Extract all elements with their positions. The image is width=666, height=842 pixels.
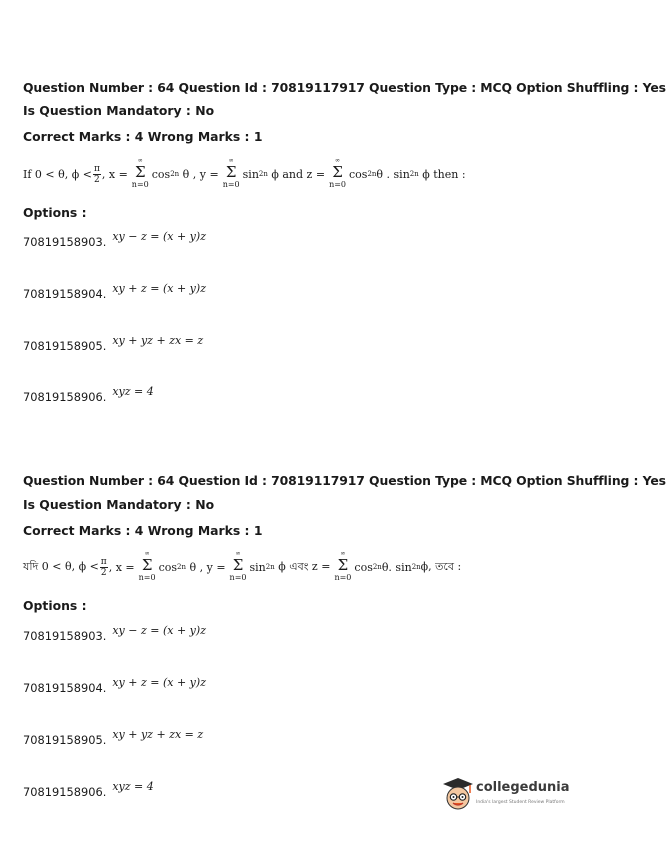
option-1-a[interactable] <box>23 230 206 249</box>
question-meta: Question Number : 64 Question Id : 70819117917 Question Type : MCQ Option Shuffling : Yes <box>23 473 666 488</box>
option-equation: xy + z = (x + y)z <box>112 282 206 295</box>
question-header-1 <box>23 80 666 96</box>
summation-y: ∞ Σ n=0 <box>229 550 247 582</box>
mandatory-line-2: Is Question Mandatory : No <box>23 497 215 512</box>
question-text-1: If 0 < θ, ϕ < $\frac{\pi}{2}$ , x = ∞ Σ n=0 cos 2n θ , y = ∞ Σ n=0 sin 2n ϕ and z = ∞ Σ n=0 cos 2n θ . sin 2n ϕ then : <box>23 157 466 189</box>
mascot-icon <box>442 776 474 814</box>
option-equation: xyz = 4 <box>112 385 154 398</box>
summation-z: ∞ Σ n=0 <box>329 157 347 189</box>
option-id: 70819158905. <box>23 733 107 747</box>
option-2-d[interactable] <box>23 780 154 799</box>
option-id: 70819158903. <box>23 235 107 249</box>
option-2-b[interactable] <box>23 676 206 695</box>
option-id: 70819158904. <box>23 681 107 695</box>
option-2-a[interactable] <box>23 624 206 643</box>
mandatory-line-1: Is Question Mandatory : No <box>23 103 215 118</box>
summation-x: ∞ Σ n=0 <box>131 157 149 189</box>
options-label-2: Options : <box>23 598 87 613</box>
option-equation: xy + z = (x + y)z <box>112 676 206 689</box>
question-text-2: যদি 0 < θ, ϕ < $\frac{\pi}{2}$ , x = ∞ Σ n=0 cos 2n θ , y = ∞ Σ n=0 sin 2n ϕ এবং z = ∞ Σ n=0 cos 2n θ. sin 2n ϕ, তবে : <box>23 550 462 582</box>
question-meta: Question Number : 64 Question Id : 70819117917 Question Type : MCQ Option Shuffling : Yes <box>23 80 666 95</box>
option-equation: xy − z = (x + y)z <box>112 230 206 243</box>
fraction-pi-over-2: $\frac{\pi}{2}$ <box>93 163 100 185</box>
option-2-c[interactable] <box>23 728 203 747</box>
option-id: 70819158906. <box>23 390 107 404</box>
marks-line-1: Correct Marks : 4 Wrong Marks : 1 <box>23 129 263 144</box>
summation-x: ∞ Σ n=0 <box>138 550 156 582</box>
summation-z: ∞ Σ n=0 <box>334 550 352 582</box>
brand-name: collegedunia <box>476 780 570 795</box>
option-1-d[interactable] <box>23 385 154 404</box>
option-equation: xyz = 4 <box>112 780 154 793</box>
option-1-b[interactable] <box>23 282 206 301</box>
question-header-2 <box>23 473 666 489</box>
option-equation: xy + yz + zx = z <box>112 728 204 741</box>
brand-tagline: India's largest Student Review Platform <box>476 800 565 805</box>
option-id: 70819158904. <box>23 287 107 301</box>
option-id: 70819158903. <box>23 629 107 643</box>
summation-y: ∞ Σ n=0 <box>222 157 240 189</box>
options-label-1: Options : <box>23 205 87 220</box>
option-equation: xy − z = (x + y)z <box>112 624 206 637</box>
option-id: 70819158906. <box>23 785 107 799</box>
option-id: 70819158905. <box>23 339 107 353</box>
collegedunia-logo[interactable] <box>442 776 582 816</box>
marks-line-2: Correct Marks : 4 Wrong Marks : 1 <box>23 523 263 538</box>
option-equation: xy + yz + zx = z <box>112 334 204 347</box>
option-1-c[interactable] <box>23 334 203 353</box>
fraction-pi-over-2: $\frac{\pi}{2}$ <box>100 556 107 578</box>
